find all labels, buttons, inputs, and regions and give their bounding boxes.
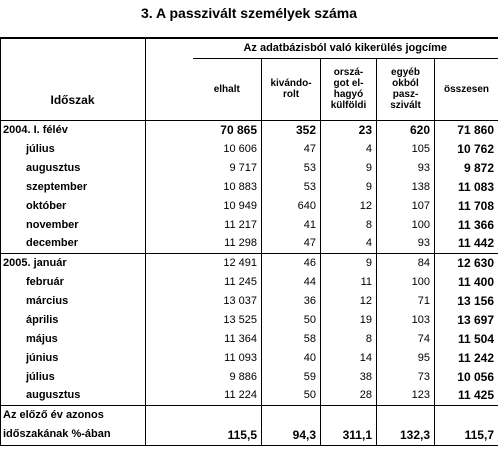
cell-elhalt: 10 883 <box>193 177 262 196</box>
cell-kivandorolt: 59 <box>262 367 321 386</box>
cell-orszagot-elhagyo: 19 <box>321 310 377 329</box>
cell-egyeb: 71 <box>377 291 435 310</box>
cell-kivandorolt: 44 <box>262 272 321 291</box>
cell-egyeb: 100 <box>377 215 435 234</box>
spacer-row <box>1 21 498 38</box>
cell-elhalt: 9 717 <box>193 158 262 177</box>
footer-row-2 <box>1 425 498 445</box>
cell-osszesen: 10 056 <box>435 367 498 386</box>
cell-osszesen: 11 366 <box>435 215 498 234</box>
row-label: 2004. I. félév <box>1 120 146 139</box>
col-header-orszagot-elhagyo: orszá- got el- hagyó külföldi <box>321 58 377 120</box>
cell-orszagot-elhagyo: 12 <box>321 291 377 310</box>
cell-orszagot-elhagyo: 9 <box>321 177 377 196</box>
cell-kivandorolt: 53 <box>262 158 321 177</box>
row-label: november <box>1 215 146 234</box>
cell-osszesen: 11 504 <box>435 329 498 348</box>
col-header-elhalt: elhalt <box>193 58 262 120</box>
cell-elhalt: 10 949 <box>193 196 262 215</box>
table-title: 3. A passzivált személyek száma <box>140 5 358 21</box>
footer-value-egyeb: 132,3 <box>377 425 435 445</box>
row-label: 2005. január <box>1 253 146 272</box>
cell-egyeb: 107 <box>377 196 435 215</box>
cell-orszagot-elhagyo: 8 <box>321 215 377 234</box>
header-group: Az adatbázisból való kikerülés jogcíme <box>193 38 498 58</box>
table-row <box>1 310 498 329</box>
header-group-row <box>1 38 498 58</box>
header-period: Időszak <box>50 93 95 107</box>
cell-osszesen: 11 425 <box>435 386 498 405</box>
cell-orszagot-elhagyo: 4 <box>321 234 377 253</box>
footer-label-2: időszakának %-ában <box>1 425 146 445</box>
cell-elhalt: 9 886 <box>193 367 262 386</box>
row-label: augusztus <box>1 158 146 177</box>
cell-orszagot-elhagyo: 9 <box>321 253 377 272</box>
cell-kivandorolt: 50 <box>262 386 321 405</box>
cell-egyeb: 74 <box>377 329 435 348</box>
row-label: május <box>1 329 146 348</box>
cell-elhalt: 11 093 <box>193 348 262 367</box>
cell-osszesen: 11 708 <box>435 196 498 215</box>
cell-orszagot-elhagyo: 11 <box>321 272 377 291</box>
cell-kivandorolt: 46 <box>262 253 321 272</box>
cell-orszagot-elhagyo: 28 <box>321 386 377 405</box>
cell-elhalt: 11 298 <box>193 234 262 253</box>
row-label: december <box>1 234 146 253</box>
row-label: április <box>1 310 146 329</box>
cell-osszesen: 10 762 <box>435 139 498 158</box>
table-row <box>1 291 498 310</box>
row-label: szeptember <box>1 177 146 196</box>
footer-value-kivandorolt: 94,3 <box>262 425 321 445</box>
cell-orszagot-elhagyo: 9 <box>321 158 377 177</box>
row-label: augusztus <box>1 386 146 405</box>
cell-egyeb: 620 <box>377 120 435 139</box>
cell-elhalt: 13 037 <box>193 291 262 310</box>
cell-egyeb: 100 <box>377 272 435 291</box>
cell-orszagot-elhagyo: 12 <box>321 196 377 215</box>
cell-elhalt: 10 606 <box>193 139 262 158</box>
footer-value-osszesen: 115,7 <box>435 425 498 445</box>
cell-kivandorolt: 40 <box>262 348 321 367</box>
table-row <box>1 196 498 215</box>
cell-kivandorolt: 640 <box>262 196 321 215</box>
cell-osszesen: 11 242 <box>435 348 498 367</box>
cell-osszesen: 13 697 <box>435 310 498 329</box>
table-row <box>1 234 498 253</box>
cell-egyeb: 123 <box>377 386 435 405</box>
cell-egyeb: 84 <box>377 253 435 272</box>
row-label: március <box>1 291 146 310</box>
cell-osszesen: 11 083 <box>435 177 498 196</box>
cell-elhalt: 70 865 <box>193 120 262 139</box>
cell-egyeb: 138 <box>377 177 435 196</box>
cell-kivandorolt: 47 <box>262 234 321 253</box>
table-row <box>1 215 498 234</box>
footer-value-elhalt: 115,5 <box>193 425 262 445</box>
cell-osszesen: 71 860 <box>435 120 498 139</box>
cell-kivandorolt: 50 <box>262 310 321 329</box>
cell-egyeb: 95 <box>377 348 435 367</box>
footer-value-orszagot-elhagyo: 311,1 <box>321 425 377 445</box>
row-label: október <box>1 196 146 215</box>
cell-orszagot-elhagyo: 4 <box>321 139 377 158</box>
row-label: június <box>1 348 146 367</box>
cell-osszesen: 9 872 <box>435 158 498 177</box>
cell-orszagot-elhagyo: 14 <box>321 348 377 367</box>
cell-egyeb: 105 <box>377 139 435 158</box>
cell-elhalt: 13 525 <box>193 310 262 329</box>
cell-elhalt: 11 364 <box>193 329 262 348</box>
cell-kivandorolt: 58 <box>262 329 321 348</box>
cell-egyeb: 93 <box>377 158 435 177</box>
cell-elhalt: 12 491 <box>193 253 262 272</box>
cell-egyeb: 93 <box>377 234 435 253</box>
table-row <box>1 177 498 196</box>
cell-egyeb: 73 <box>377 367 435 386</box>
table-row <box>1 367 498 386</box>
cell-osszesen: 11 400 <box>435 272 498 291</box>
table-row <box>1 329 498 348</box>
table-body <box>1 120 498 405</box>
cell-kivandorolt: 352 <box>262 120 321 139</box>
cell-kivandorolt: 36 <box>262 291 321 310</box>
cell-osszesen: 11 442 <box>435 234 498 253</box>
cell-elhalt: 11 245 <box>193 272 262 291</box>
cell-kivandorolt: 47 <box>262 139 321 158</box>
table-row <box>1 272 498 291</box>
cell-orszagot-elhagyo: 23 <box>321 120 377 139</box>
table-row <box>1 253 498 272</box>
row-label: február <box>1 272 146 291</box>
row-label: július <box>1 139 146 158</box>
cell-elhalt: 11 217 <box>193 215 262 234</box>
cell-osszesen: 12 630 <box>435 253 498 272</box>
col-header-osszesen: összesen <box>435 58 498 120</box>
cell-osszesen: 13 156 <box>435 291 498 310</box>
col-header-kivandorolt: kivándo- rolt <box>262 58 321 120</box>
row-label: július <box>1 367 146 386</box>
cell-elhalt: 11 224 <box>193 386 262 405</box>
cell-egyeb: 103 <box>377 310 435 329</box>
cell-orszagot-elhagyo: 8 <box>321 329 377 348</box>
cell-orszagot-elhagyo: 38 <box>321 367 377 386</box>
table-row <box>1 386 498 405</box>
footer-row-1 <box>1 405 498 425</box>
col-header-egyeb: egyéb okból pasz- szivált <box>377 58 435 120</box>
cell-kivandorolt: 53 <box>262 177 321 196</box>
table-row <box>1 348 498 367</box>
table-row <box>1 158 498 177</box>
footer-label-1: Az előző év azonos <box>1 405 146 425</box>
cell-kivandorolt: 41 <box>262 215 321 234</box>
